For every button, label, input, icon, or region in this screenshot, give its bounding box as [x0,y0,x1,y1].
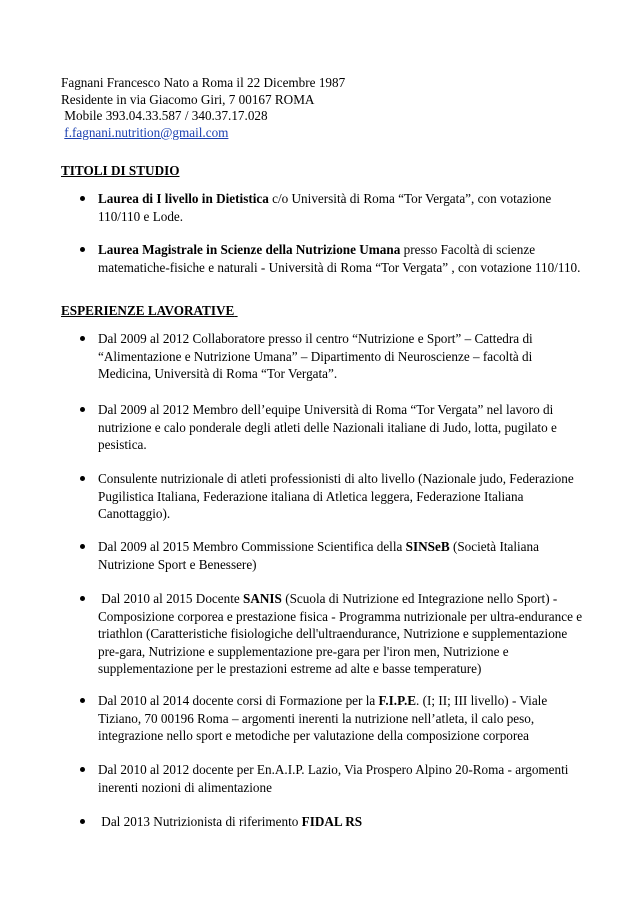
bullet-icon [80,476,85,481]
item-text [98,401,584,454]
personal-info [61,75,581,141]
bullet-icon [80,698,85,703]
bullet-icon [80,596,85,601]
item-text [98,190,584,225]
bullet-icon [80,544,85,549]
bullet-icon [80,196,85,201]
bullet-icon [80,407,85,412]
item-text-part: Dal 2010 al 2014 docente corsi di Formazione per la [98,693,379,708]
item-text-part: Consulente nutrizionale di atleti professionisti di alto livello (Nazionale judo, Federazione Pugilistica Italiana, Federazione italiana di Atletica leggera, Federazione Italiana Canottaggio). [98,471,574,521]
address-line: Residente in via Giacomo Giri, 7 00167 ROMA [61,91,315,107]
bullet-icon [80,767,85,772]
item-text-part: (Scuola di Nutrizione ed Integrazione nello Sport) - Composizione corporea e prestazione fisica - Programma nutrizionale per ultra-endurance e triathlon (Caratteristiche fisiologiche dell'ultraendurance, Nutrizione e supplementazione pre-gara, Nutrizione e supplementazione pre-gara per l'iron men, Nutrizione e supplementazione per le prestazioni estreme ad alte e basse temperature) [98,591,586,676]
bullet-icon [80,819,85,824]
section-title-esperienze-text: ESPERIENZE LAVORATIVE [61,303,235,318]
item-text-part: Dal 2009 al 2012 Membro dell’equipe Università di Roma “Tor Vergata” nel lavoro di nutrizione e calo ponderale degli atleti delle Nazionali italiane di Judo, lotta, pugilato e pesistica. [98,402,557,452]
item-text-part: Dal 2013 Nutrizionista di riferimento [98,814,302,829]
item-text-part: (Società Italiana Nutrizione Sport e Benessere) [98,539,539,572]
bullet-icon [80,336,85,341]
item-text [98,538,584,573]
item-bold-text: F.I.P.E [378,693,417,708]
section-title-esperienze [61,302,238,320]
item-text [98,813,584,831]
item-bold-text: FIDAL RS [301,814,363,829]
item-bold-text: Laurea di I livello in Dietistica [98,191,269,206]
bullet-icon [80,247,85,252]
item-text [98,692,584,745]
item-text-part: Dal 2009 al 2015 Membro Commissione Scientifica della [98,539,406,554]
item-text-part: Dal 2009 al 2012 Collaboratore presso il centro “Nutrizione e Sport” – Cattedra di “Alimentazione e Nutrizione Umana” – Dipartimento di Neuroscienze – facoltà di Medicina, Università di Roma “Tor Vergata”. [98,331,533,381]
item-text [98,241,584,276]
item-text-part: . (I; II; III livello) - Viale Tiziano, 70 00196 Roma – argomenti inerenti la nutrizione nell’atleta, il calo peso, integrazione nello sport e metodiche per valutazione della composizione corporea [98,693,548,743]
item-rest-text: c/o Università di Roma “Tor Vergata”, con votazione 110/110 e Lode. [98,191,552,224]
item-text [98,590,584,678]
name-birth-line: Fagnani Francesco Nato a Roma il 22 Dicembre 1987 [61,75,346,90]
email-link[interactable]: f.fagnani.nutrition@gmail.com [64,124,229,140]
phone-line: Mobile 393.04.33.587 / 340.37.17.028 [61,108,268,123]
item-rest-text: presso Facoltà di scienze matematiche-fisiche e naturali - Università di Roma “Tor Vergata” , con votazione 110/110. [98,242,581,275]
item-text [98,761,584,796]
section-title-titoli: TITOLI DI STUDIO [61,163,180,178]
item-bold-text: SANIS [243,591,282,606]
item-bold-text: SINSeB [405,539,450,554]
email-line [61,125,581,142]
item-text [98,330,584,383]
item-bold-text: Laurea Magistrale in Scienze della Nutrizione Umana [98,242,401,257]
item-text-part: Dal 2010 al 2012 docente per En.A.I.P. Lazio, Via Prospero Alpino 20-Roma - argomenti inerenti nozioni di alimentazione [98,762,569,795]
item-text [98,470,584,523]
item-text-part: Dal 2010 al 2015 Docente [98,591,244,606]
